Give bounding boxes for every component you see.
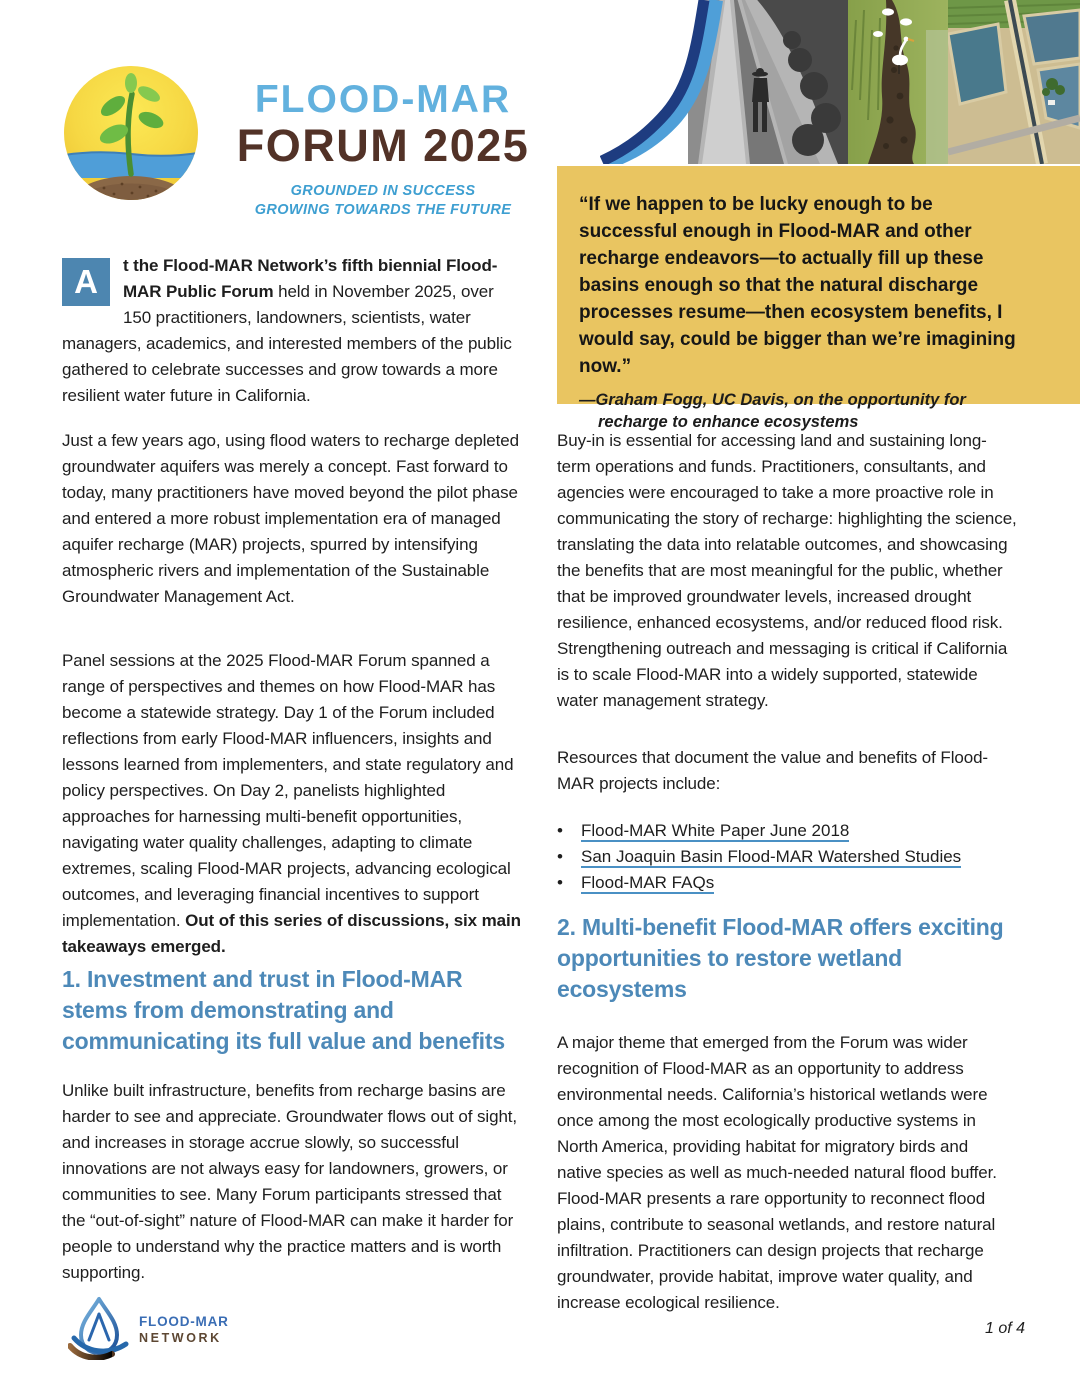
paragraph-wetland-ecosystems: A major theme that emerged from the Forum was wider recognition of Flood-MAR as an opportunity to address environmental needs. California’s historical wetlands were once among the most ecologically productive systems in North America, providing habitat for migratory birds and native species as well as much-needed natural flood buffer. Flood-MAR presents a rare opportunity to reconnect flood plains, contribute to seasonal wetlands, and restore natural infiltration. Practitioners can design projects that recharge groundwater, provide habitat, improve water quality, and increase ecological resilience. [557,1033,997,1312]
forum-tagline: GROUNDED IN SUCCESS GROWING TOWARDS THE FUTURE [254,182,512,218]
section-1-heading: 1. Investment and trust in Flood-MAR stems from demonstrating and communicating its full value and benefits [62,966,505,1054]
intro-paragraph [62,253,524,409]
forum-title-line2: FORUM 2025 [236,120,530,171]
paragraph-out-of-sight: Unlike built infrastructure, benefits from recharge basins are harder to see and appreciate. Groundwater flows out of sight, and increases in storage accrue slowly, so successful innovations are not always easy for landowners, growers, or communities to see. Many Forum participants stressed that the “out-of-sight” nature of Flood-MAR can make it harder for people to understand why the practice matters and is worth supporting. [62,1081,518,1282]
bullet-icon: • [557,873,563,892]
intro-bold-lead: t the Flood-MAR Network’s fifth biennial Flood-MAR Public Forum [123,256,498,301]
resources-list [557,818,1017,896]
masthead [218,80,548,220]
paragraph-concept-to-implementation: Just a few years ago, using flood waters to recharge depleted groundwater aquifers was merely a concept. Fast forward to today, many practitioners have moved beyond the pilot phase and entered a more robust implementation era of managed aquifer recharge (MAR) projects, spurred by intensifying atmospheric rivers and implementation of the Sustainable Groundwater Management Act. [62,431,519,606]
page-number: 1 of 4 [984,1320,1026,1337]
forum-logo-icon [64,66,198,200]
paragraph-panel-sessions: Panel sessions at the 2025 Flood-MAR Forum spanned a range of perspectives and themes on how Flood-MAR has become a statewide strategy. Day 1 of the Forum included reflections from early Flood-MAR influencers, insights and lessons learned from implementers, and state regulatory and policy perspectives. On Day 2, panelists highlighted approaches for harnessing multi-benefit opportunities, navigating water quality challenges, adapting to climate extremes, scaling Flood-MAR projects, advancing ecological outcomes, and leveraging financial incentives to support implementation. Out of this series of discussions, six main takeaways emerged. [62,651,521,956]
pull-quote-box [557,166,1080,431]
resources-intro: Resources that document the value and benefits of Flood-MAR projects include: [557,748,988,793]
bullet-icon: • [557,847,563,866]
takeaways-bold: Out of this series of discussions, six main takeaways emerged. [62,911,521,956]
forum-title-line1: FLOOD-MAR [254,78,512,121]
drop-cap: A [62,258,110,306]
bullet-icon: • [557,821,563,840]
link-flood-mar-white-paper[interactable]: Flood-MAR White Paper June 2018 [581,821,850,840]
quote-attribution: —Graham Fogg, UC Davis, on the opportunity for recharge to enhance ecosystems [579,391,966,431]
header-photo-collage [600,0,1080,164]
paragraph-buy-in: Buy-in is essential for accessing land and sustaining long-term operations and funds. Practitioners, consultants, and agencies were encouraged to take a more proactive role in communicating the story of recharge: highlighting the science, translating the data into relatable outcomes, and showcasing the benefits that are most meaningful for the public, whether that be improved groundwater levels, increased drought resilience, enhanced ecosystems, and/or reduced flood risk. Strengthening outreach and messaging is critical if California is to scale Flood-MAR into a widely supported, statewide water management strategy. [557,431,1017,710]
quote-text: “If we happen to be lucky enough to be successful enough in Flood-MAR and other recharge endeavors—to actually fill up these basins enough so that the natural discharge processes resume—then ecosystem benefits, I would say, could be bigger than we’re imagining now.” [579,194,1016,377]
section-2-heading: 2. Multi-benefit Flood-MAR offers exciting opportunities to restore wetland ecosystems [557,914,1004,1002]
curve-decoration [600,0,750,164]
network-drop-icon [68,1296,130,1360]
network-wordmark: FLOOD-MAR NETWORK [139,1314,229,1345]
list-item [557,818,1017,844]
flood-mar-network-logo [68,1296,229,1360]
list-item [557,870,1017,896]
list-item [557,844,1017,870]
photo-aerial-recharge-basins [948,0,1080,164]
photo-egrets-wetland [848,0,948,164]
link-san-joaquin-watershed-studies[interactable]: San Joaquin Basin Flood-MAR Watershed Studies [581,847,962,866]
link-flood-mar-faqs[interactable]: Flood-MAR FAQs [581,873,715,892]
intro-rest: held in November 2025, over 150 practitioners, landowners, scientists, water managers, academics, and interested members of the public gathered to celebrate successes and grow towards a more resilient water future in California. [62,282,512,405]
